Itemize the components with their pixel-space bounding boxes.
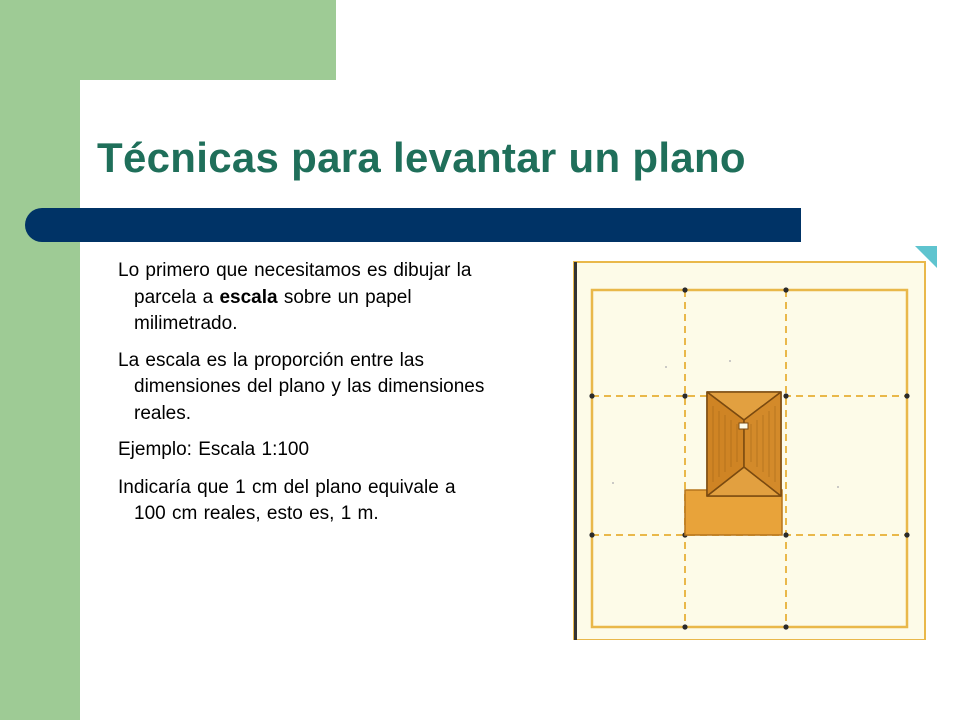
paragraph-intro: [118, 258, 488, 338]
left-green-band: [0, 0, 80, 720]
body-text: [118, 258, 488, 538]
grid-dot: [904, 532, 909, 537]
grid-dot: [589, 532, 594, 537]
grid-dot: [682, 287, 687, 292]
scale-keyword: escala: [219, 286, 278, 308]
paragraph-explanation: Indicaría que 1 cm del plano equivale a 100 cm reales, esto es, 1 m.: [118, 476, 456, 524]
paragraph-example: Ejemplo: Escala 1:100: [118, 439, 310, 460]
grid-dot: [682, 393, 687, 398]
grid-dot: [783, 532, 788, 537]
grid-dot: [783, 624, 788, 629]
grid-dot: [682, 624, 687, 629]
chimney: [739, 423, 748, 429]
grid-dot: [904, 393, 909, 398]
top-green-band: [0, 0, 336, 80]
slide-title: Técnicas para levantar un plano: [97, 134, 746, 181]
plot-plan-figure: [570, 246, 937, 640]
plot-plan-drawing: [570, 246, 937, 640]
grid-dot: [589, 393, 594, 398]
title-underline-bar: [25, 208, 801, 242]
house-roof: [707, 392, 781, 496]
paper-left-shadow: [574, 262, 577, 640]
paragraph-intro-text-end: sobre un papel milimetrado.: [134, 286, 412, 334]
grid-dot: [783, 287, 788, 292]
paragraph-intro-text: Lo primero que necesitamos es dibujar la parcela a: [118, 260, 472, 308]
grid-dot: [783, 393, 788, 398]
paragraph-scale-definition: La escala es la proporción entre las dimensiones del plano y las dimensiones reales.: [118, 349, 485, 424]
